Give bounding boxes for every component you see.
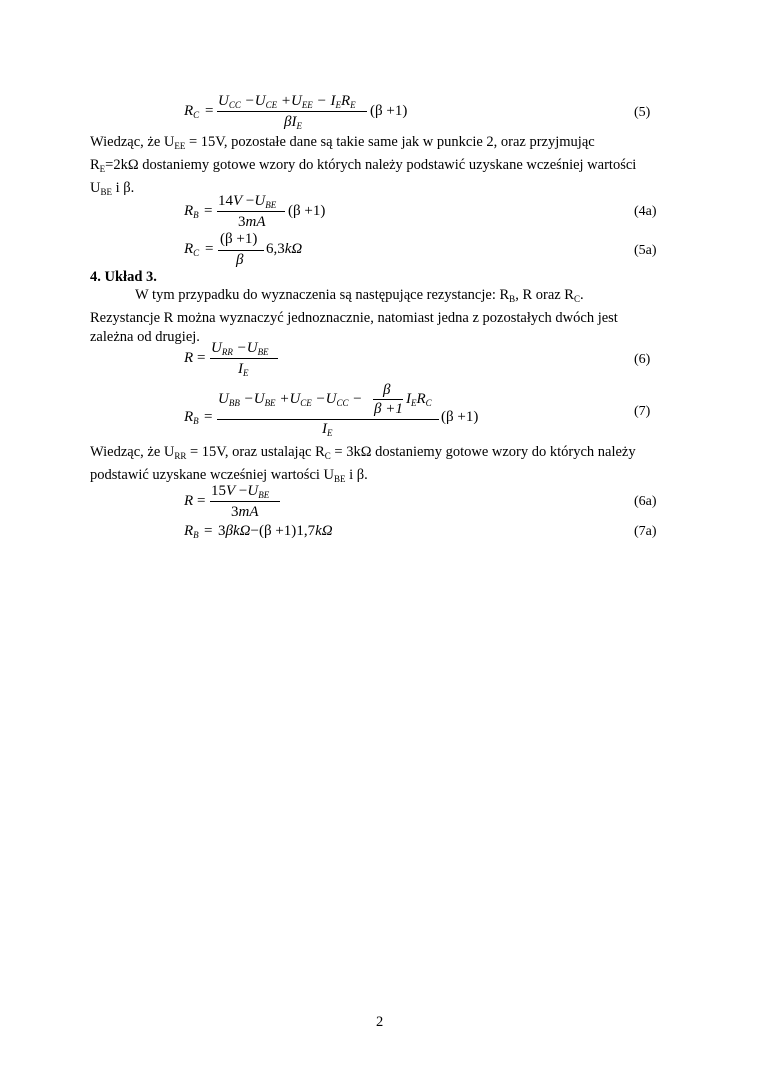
paragraph-3-line-2: podstawić uzyskane wcześniej wartości $U_{BE}$ i β. [90, 467, 368, 484]
eq5-equals: = [205, 103, 214, 119]
eq4a-numerator: $14V -U_{BE}$ [218, 193, 277, 210]
eq4a-factor: (β +1) [288, 203, 326, 219]
eq5-factor: (β +1) [370, 103, 408, 119]
eq7-denominator: $I_E$ [322, 421, 333, 438]
paragraph-2-line-1: W tym przypadku do wyznaczenia są następujące rezystancje: $R_B$, R oraz $R_C$. [135, 287, 584, 304]
paragraph-3 [90, 443, 670, 489]
eq7a-label: (7a) [634, 524, 657, 539]
eq5-label: (5) [634, 105, 651, 120]
eq4a-denominator: 3mA [238, 214, 266, 230]
eq5-numerator: $U_{CC} -U_{CE} +U_{EE} - I_ER_E$ [218, 93, 356, 110]
eq7-inner-fraction-bar [373, 399, 403, 400]
eq7a-lhs: $R_B$ [184, 523, 199, 540]
eq5a-fraction-bar [218, 250, 264, 251]
eq5a-factor: 6,3kΩ [266, 241, 303, 257]
eq5-fraction-bar [217, 111, 367, 112]
paragraph-2 [90, 286, 670, 347]
eq6a-fraction-bar [210, 501, 280, 502]
paragraph-2-line-2: Rezystancje R można wyznaczyć jednoznacznie, natomiast jedna z pozostałych dwóch jest [90, 310, 618, 326]
eq6a-equals: = [197, 493, 206, 509]
eq4a-lhs: $R_B$ [184, 203, 199, 220]
page-number: 2 [376, 1014, 384, 1030]
paragraph-2-line-3: zależna od drugiej. [90, 329, 200, 345]
eq6-denominator: $I_E$ [238, 361, 249, 378]
paragraph-1-line-3: $U_{BE}$ i β. [90, 180, 135, 197]
eq7-lhs: $R_B$ [184, 409, 199, 426]
eq4a-label: (4a) [634, 204, 657, 219]
eq7-equals: = [204, 409, 213, 425]
eq5a-lhs: $R_C$ [184, 241, 200, 258]
eq7a-equals: = [204, 523, 213, 539]
eq6a-label: (6a) [634, 494, 657, 509]
eq5-lhs: $R_C$ [184, 103, 200, 120]
eq6-equals: = [197, 350, 206, 366]
eq6a-numerator: $15V -U_{BE}$ [211, 483, 270, 500]
eq7-numerator: $U_{BB} -U_{BE} +U_{CE} -U_{CC}$ − [218, 391, 363, 408]
eq6-fraction-bar [210, 358, 278, 359]
eq7a-rhs: 3βkΩ−(β +1)1,7kΩ [218, 523, 333, 539]
eq5a-numerator: (β +1) [220, 231, 258, 247]
eq6-lhs: R [184, 350, 194, 366]
paragraph-3-line-1: Wiedząc, że $U_{RR} = 15V$, oraz ustalając $R_C = 3k\Omega$ dostaniemy gotowe wzory do których należy [90, 444, 636, 461]
paragraph-1 [90, 133, 670, 202]
eq7-numerator-tail: $I_ER_C$ [406, 391, 432, 408]
eq5-denominator: $\beta I_E$ [284, 114, 302, 131]
paragraph-1-line-1: Wiedząc, że $U_{EE} = 15V$, pozostałe dane są takie same jak w punkcie 2, oraz przyjmując [90, 134, 595, 151]
eq5a-denominator: β [236, 252, 244, 268]
eq7-factor: (β +1) [441, 409, 479, 425]
eq4a-equals: = [204, 203, 213, 219]
eq7-inner-numerator: β [383, 382, 391, 398]
eq5a-equals: = [205, 241, 214, 257]
eq4a-fraction-bar [217, 211, 285, 212]
eq6a-denominator: 3mA [231, 504, 259, 520]
section-heading: 4. Układ 3. [90, 269, 157, 285]
eq7-inner-denominator: β +1 [374, 401, 403, 417]
eq5a-label: (5a) [634, 243, 657, 258]
eq7-fraction-bar [217, 419, 439, 420]
eq7-label: (7) [634, 404, 651, 419]
eq6-numerator: $U_{RR} -U_{BE}$ [211, 340, 269, 357]
paragraph-1-line-2: $R_E=2k\Omega$ dostaniemy gotowe wzory do których należy podstawić uzyskane wcześniej wartości [90, 157, 637, 174]
eq6-label: (6) [634, 352, 651, 367]
eq6a-lhs: R [184, 493, 194, 509]
